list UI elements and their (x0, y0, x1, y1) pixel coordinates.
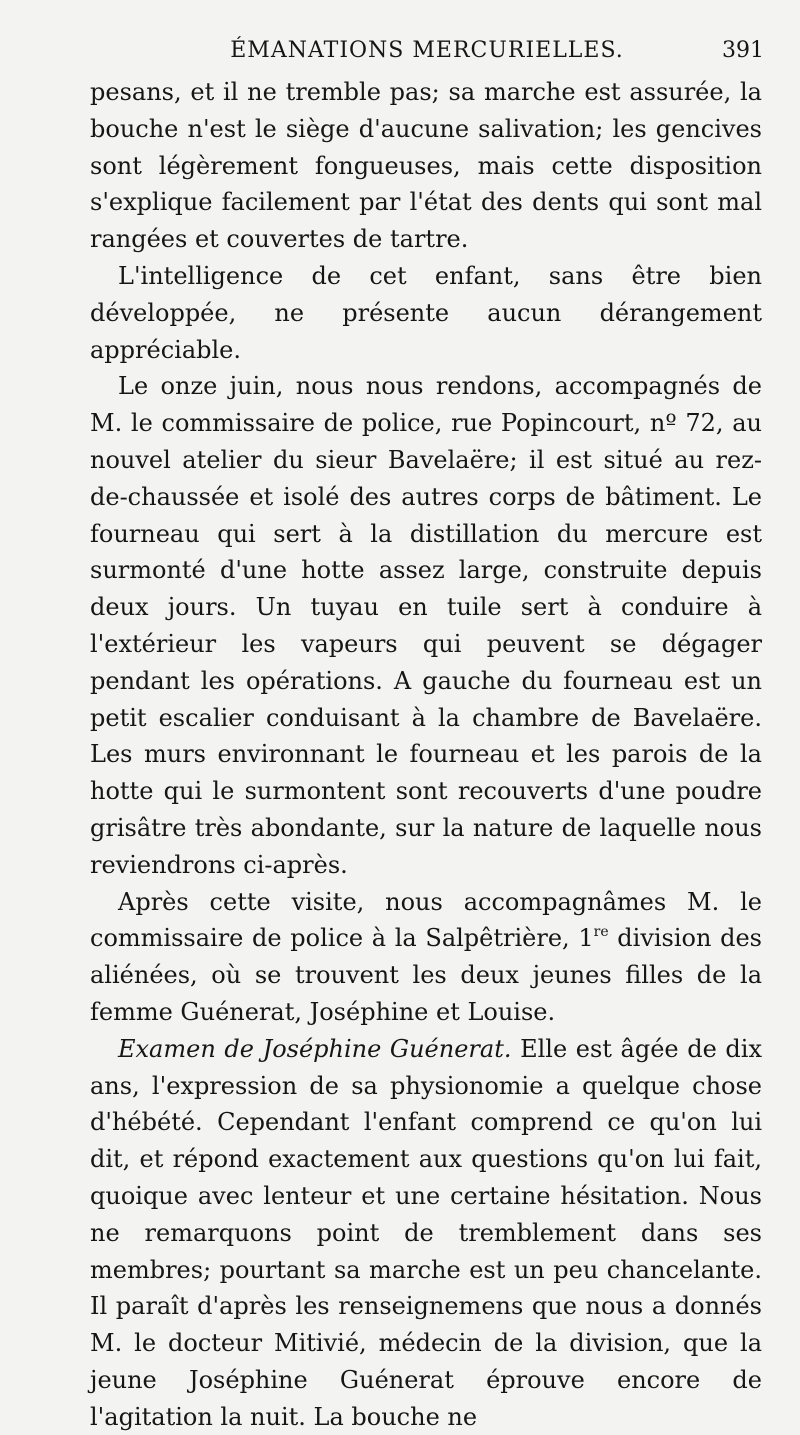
page-number: 391 (722, 38, 764, 63)
salpetriere-text-before: Après cette visite, nous accompagnâmes M. le commissaire de police à la Salpêtrière, 1 (90, 887, 762, 953)
body-text (90, 74, 762, 1435)
paragraph-atelier-visit: Le onze juin, nous nous rendons, accompagnés de M. le commissaire de police, rue Popincourt, nº 72, au nouvel atelier du sieur Bavelaëre; il est situé au rez-de-chaussée et isolé des autres corps de bâtiment. Le fourneau qui sert à la distillation du mercure est surmonté d'une hotte assez large, construite depuis deux jours. Un tuyau en tuile sert à conduire à l'extérieur les vapeurs qui peuvent se dégager pendant les opérations. A gauche du fourneau est un petit escalier conduisant à la chambre de Bavelaëre. Les murs environnant le fourneau et les parois de la hotte qui le surmontent sont recouverts d'une poudre grisâtre très abondante, sur la nature de laquelle nous reviendrons ci-après. (90, 372, 762, 879)
superscript-re: re (593, 924, 609, 941)
running-title: ÉMANATIONS MERCURIELLES. (230, 38, 624, 63)
running-head (90, 34, 764, 68)
paragraph-examen (90, 1031, 762, 1435)
paragraph-salpetriere (90, 884, 762, 1031)
examen-heading: Examen de Joséphine Guénerat. (118, 1034, 512, 1063)
paragraph-continued: pesans, et il ne tremble pas; sa marche est assurée, la bouche n'est le siège d'aucune salivation; les gencives sont légèrement fongueuses, mais cette disposition s'explique facilement par l'état des dents qui sont mal rangées et couvertes de tartre. (90, 78, 762, 254)
paragraph-intelligence: L'intelligence de cet enfant, sans être bien développée, ne présente aucun dérangement appréciable. (90, 261, 762, 364)
salpetriere-text-after: division des aliénées, où se trouvent les deux jeunes filles de la femme Guénerat, Joséphine et Louise. (90, 924, 762, 1026)
examen-text: Elle est âgée de dix ans, l'expression de sa physionomie a quelque chose d'hébété. Cependant l'enfant comprend ce qu'on lui dit, et répond exactement aux questions qu'on lui fait, quoique avec lenteur et une certaine hésitation. Nous ne remarquons point de tremblement dans ses membres; pourtant sa marche est un peu chancelante. Il paraît d'après les renseignemens que nous a donnés M. le docteur Mitivié, médecin de la division, que la jeune Joséphine Guénerat éprouve encore de l'agitation la nuit. La bouche ne (90, 1034, 762, 1431)
